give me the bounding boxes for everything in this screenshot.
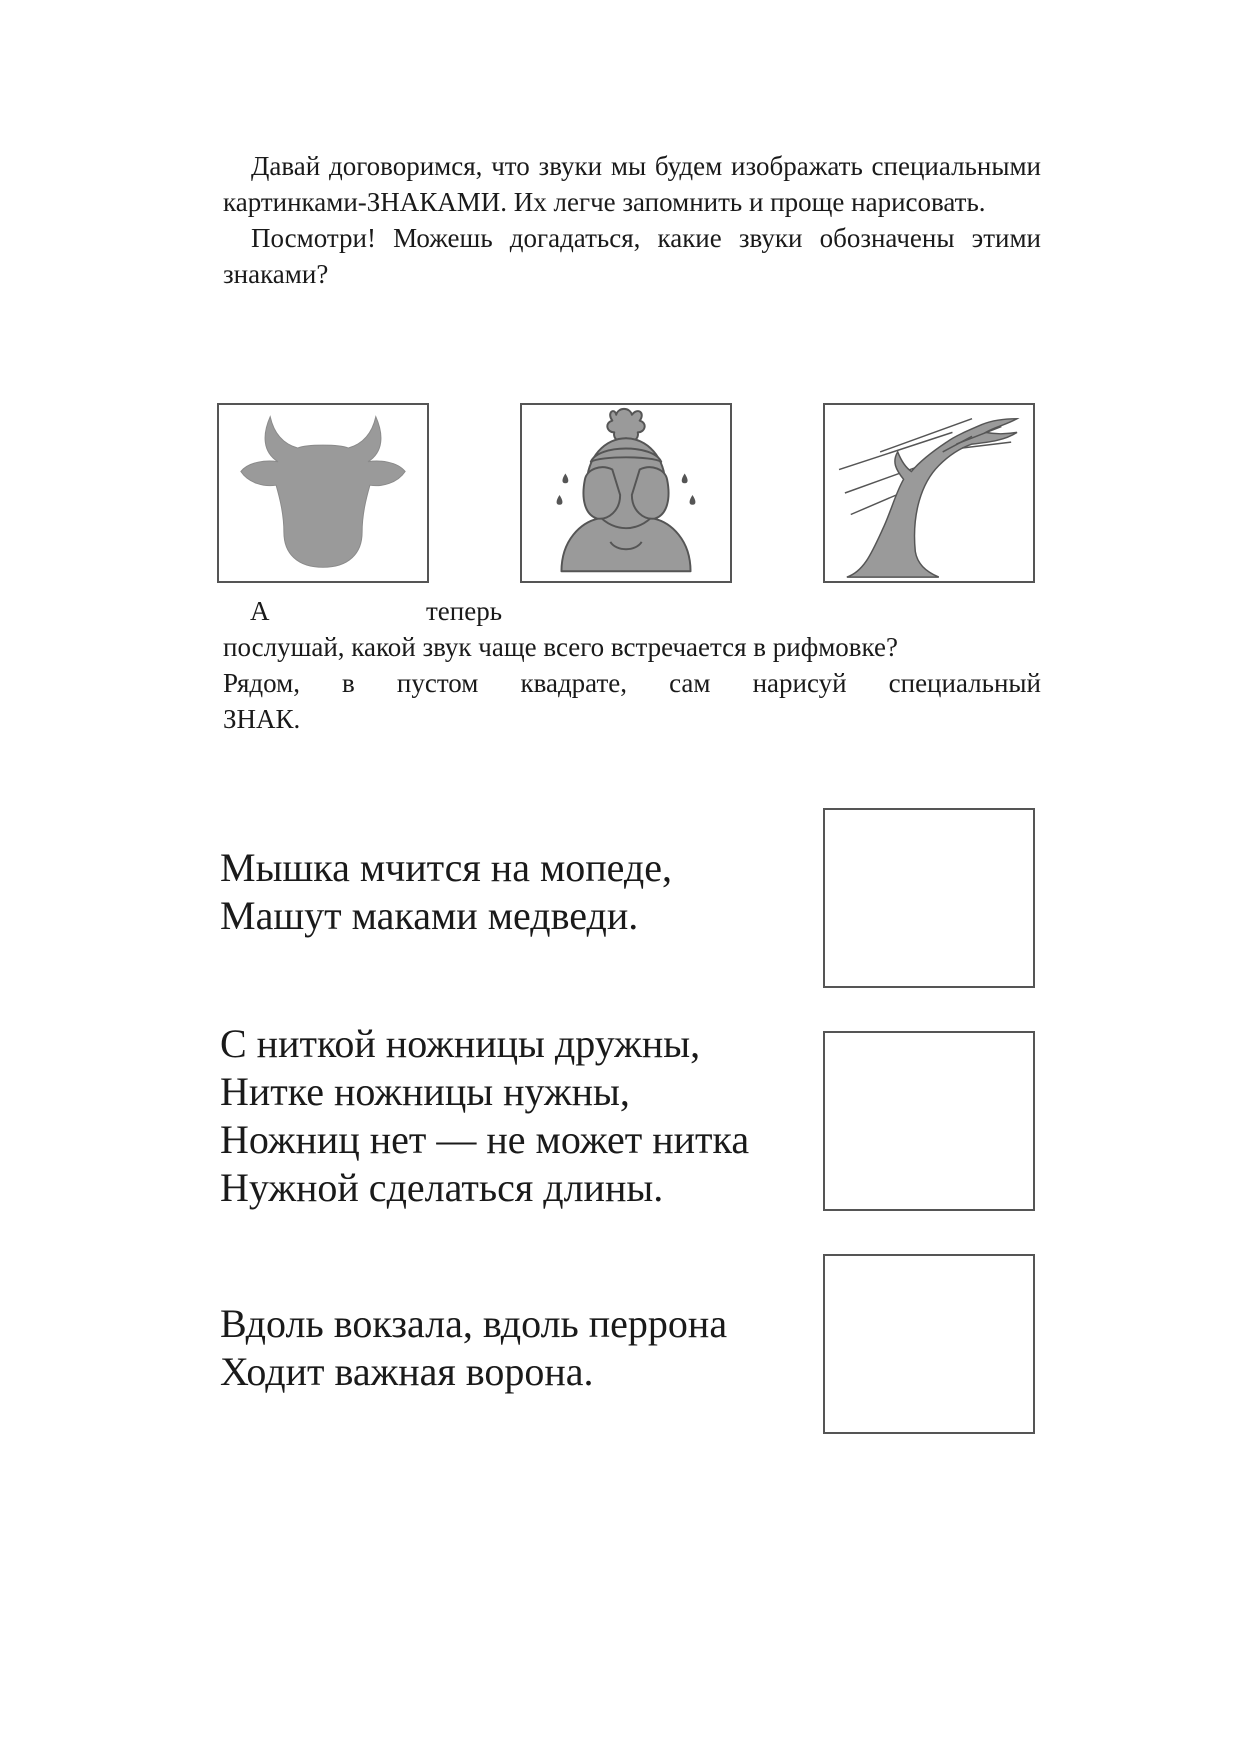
intro-text xyxy=(223,148,1041,292)
intro-paragraph-2: Посмотри! Можешь догадаться, какие звуки обозначены этими знаками? xyxy=(223,223,1041,289)
rhyme-1 xyxy=(220,844,672,940)
rhyme-line: Машут маками медведи. xyxy=(220,893,639,938)
task-text xyxy=(223,629,1041,737)
answer-box-2[interactable] xyxy=(823,1031,1035,1211)
task-line-3: ЗНАК. xyxy=(223,704,301,734)
sign-box-tree-in-wind xyxy=(823,403,1035,583)
crying-girl-icon xyxy=(522,405,730,581)
task-word-a: А xyxy=(250,596,270,626)
sign-box-cow xyxy=(217,403,429,583)
task-line-1: послушай, какой звук чаще всего встречается в рифмовке? xyxy=(223,632,898,662)
rhyme-line: Мышка мчится на мопеде, xyxy=(220,845,672,890)
rhyme-line: Ножниц нет — не может нитка xyxy=(220,1117,750,1162)
rhyme-line: Вдоль вокзала, вдоль перрона xyxy=(220,1301,728,1346)
answer-box-1[interactable] xyxy=(823,808,1035,988)
rhyme-line: Ходит важная ворона. xyxy=(220,1349,594,1394)
rhyme-line: Нитке ножницы нужны, xyxy=(220,1069,630,1114)
answer-box-3[interactable] xyxy=(823,1254,1035,1434)
rhyme-3 xyxy=(220,1300,727,1396)
intro-paragraph-1: Давай договоримся, что звуки мы будем изображать специальными картинками-ЗНАКАМИ. Их легче запомнить и проще нарисовать. xyxy=(223,151,1041,217)
rhyme-line: Нужной сделаться длины. xyxy=(220,1165,664,1210)
rhyme-2 xyxy=(220,1020,749,1212)
rhyme-line: С ниткой ножницы дружны, xyxy=(220,1021,701,1066)
task-word-teper: теперь xyxy=(426,596,503,626)
task-line-2: Рядом, в пустом квадрате, сам нарисуй специальный xyxy=(223,668,1041,698)
cow-head-icon xyxy=(219,405,427,581)
tree-in-wind-icon xyxy=(825,405,1033,581)
sign-box-crying-girl xyxy=(520,403,732,583)
